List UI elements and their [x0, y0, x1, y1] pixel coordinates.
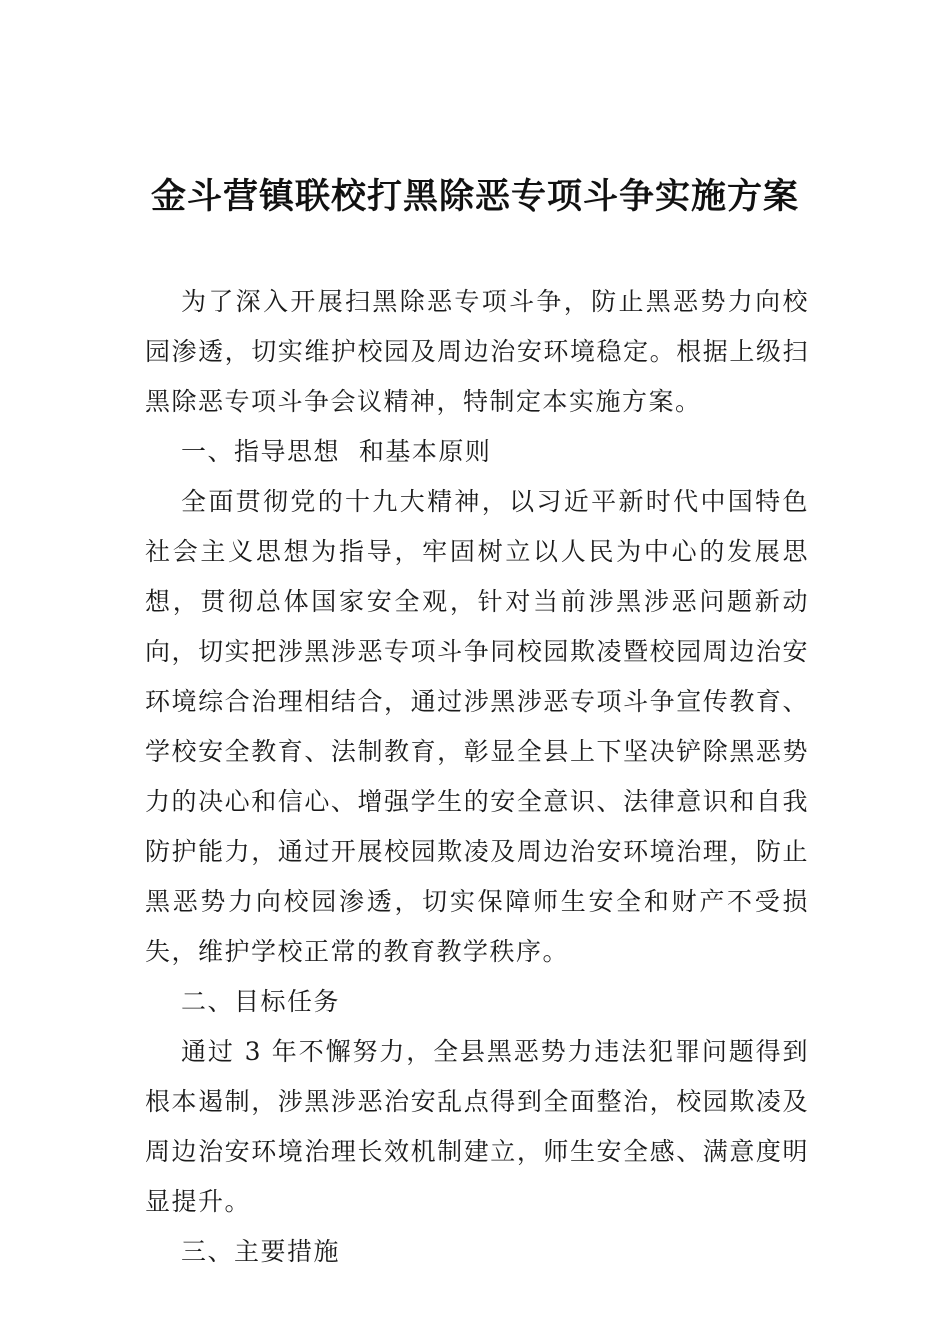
section-body-guiding-principles: 全面贯彻党的十九大精神，以习近平新时代中国特色社会主义思想为指导，牢固树立以人民为中心的发展思想，贯彻总体国家安全观，针对当前涉黑涉恶问题新动向，切实把涉黑涉恶专项斗争同校园欺凌暨校园周边治安环境综合治理相结合，通过涉黑涉恶专项斗争宣传教育、学校安全教育、法制教育，彰显全县上下坚决铲除黑恶势力的决心和信心、增强学生的安全意识、法律意识和自我防护能力，通过开展校园欺凌及周边治安环境治理，防止黑恶势力向校园渗透，切实保障师生安全和财产不受损失，维护学校正常的教育教学秩序。	[145, 487, 809, 966]
document-body	[145, 277, 809, 1277]
document-title: 金斗营镇联校打黑除恶专项斗争实施方案	[150, 176, 799, 217]
intro-paragraph: 为了深入开展扫黑除恶专项斗争，防止黑恶势力向校园渗透，切实维护校园及周边治安环境稳定。根据上级扫黑除恶专项斗争会议精神，特制定本实施方案。	[145, 287, 809, 416]
section-body-goals: 通过 3 年不懈努力，全县黑恶势力违法犯罪问题得到根本遏制，涉黑涉恶治安乱点得到全面整治，校园欺凌及周边治安环境治理长效机制建立，师生安全感、满意度明显提升。	[145, 1037, 809, 1216]
section-heading-main-measures: 三、主要措施	[181, 1237, 341, 1266]
section-heading-guiding-principles: 一、指导思想 和基本原则	[181, 437, 492, 466]
section-heading-goals: 二、目标任务	[181, 987, 341, 1016]
